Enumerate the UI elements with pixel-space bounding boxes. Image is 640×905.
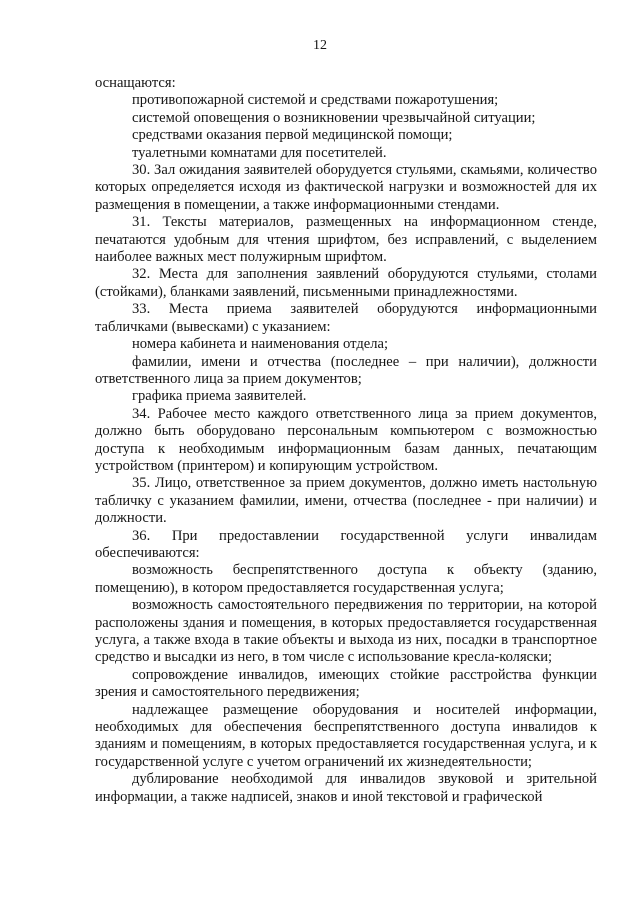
list-item-independent-movement: возможность самостоятельного передвижения по территории, на которой расположены здания и помещения, в которых предоставляется государственная услуга, а также входа в такие объекты и выхода из них, посадки в транспортное средство и высадки из него, в том числе с использование кресла-коляски; — [95, 597, 597, 666]
page-number: 12 — [313, 38, 327, 53]
list-item-emergency-alert: системой оповещения о возникновении чрезвычайной ситуации; — [132, 109, 536, 126]
list-item-equipment-placement: надлежащее размещение оборудования и носителей информации, необходимых для обеспечения беспрепятственного доступа инвалидов к зданиям и помещениям, в которых предоставляется государственная услуга, и к государственной услуге с учетом ограничений их жизнедеятельности; — [95, 701, 597, 770]
list-item-responsible-person: фамилии, имени и отчества (последнее – при наличии), должности ответственного лица за прием документов; — [95, 353, 597, 387]
document-body — [95, 75, 597, 806]
list-item-fire-protection: противопожарной системой и средствами пожаротушения; — [132, 92, 499, 109]
paragraph-31: 31. Тексты материалов, размещенных на информационном стенде, печатаются удобным для чтения шрифтом, без исправлений, с выделением наиболее важных мест полужирным шрифтом. — [95, 214, 597, 266]
list-item-first-aid: средствами оказания первой медицинской помощи; — [132, 127, 453, 144]
paragraph-30: 30. Зал ожидания заявителей оборудуется стульями, скамьями, количество которых определяется исходя из фактической нагрузки и возможностей для их размещения в помещении, а также информационными стендами. — [95, 162, 597, 213]
paragraph-35: 35. Лицо, ответственное за прием документов, должно иметь настольную табличку с указанием фамилии, имени, отчества (последнее - при наличии) и должности. — [95, 475, 597, 527]
list-item-information-duplication: дублирование необходимой для инвалидов звуковой и зрительной информации, а также надписей, знаков и иной текстовой и графической — [95, 771, 597, 805]
paragraph-34: 34. Рабочее место каждого ответственного лица за прием документов, должно быть оборудовано персональным компьютером с возможностью доступа к необходимым информационным базам данных, печатающим устройством (принтером) и копирующим устройством. — [95, 405, 597, 474]
paragraph-32: 32. Места для заполнения заявлений оборудуются стульями, столами (стойками), бланками заявлений, письменными принадлежностями. — [95, 266, 597, 300]
list-item-office-number: номера кабинета и наименования отдела; — [132, 336, 389, 353]
paragraph-36: 36. При предоставлении государственной услуги инвалидам обеспечиваются: — [95, 527, 597, 561]
list-item-unobstructed-access: возможность беспрепятственного доступа к объекту (зданию, помещению), в котором предоставляется государственная услуга; — [95, 562, 597, 596]
paragraph-equipped-intro: оснащаются: — [95, 75, 176, 91]
list-item-escort: сопровождение инвалидов, имеющих стойкие расстройства функции зрения и самостоятельного передвижения; — [95, 666, 597, 701]
list-item-restrooms: туалетными комнатами для посетителей. — [132, 144, 387, 161]
paragraph-33: 33. Места приема заявителей оборудуются информационными табличками (вывесками) с указанием: — [95, 301, 597, 335]
list-item-reception-schedule: графика приема заявителей. — [132, 388, 307, 405]
